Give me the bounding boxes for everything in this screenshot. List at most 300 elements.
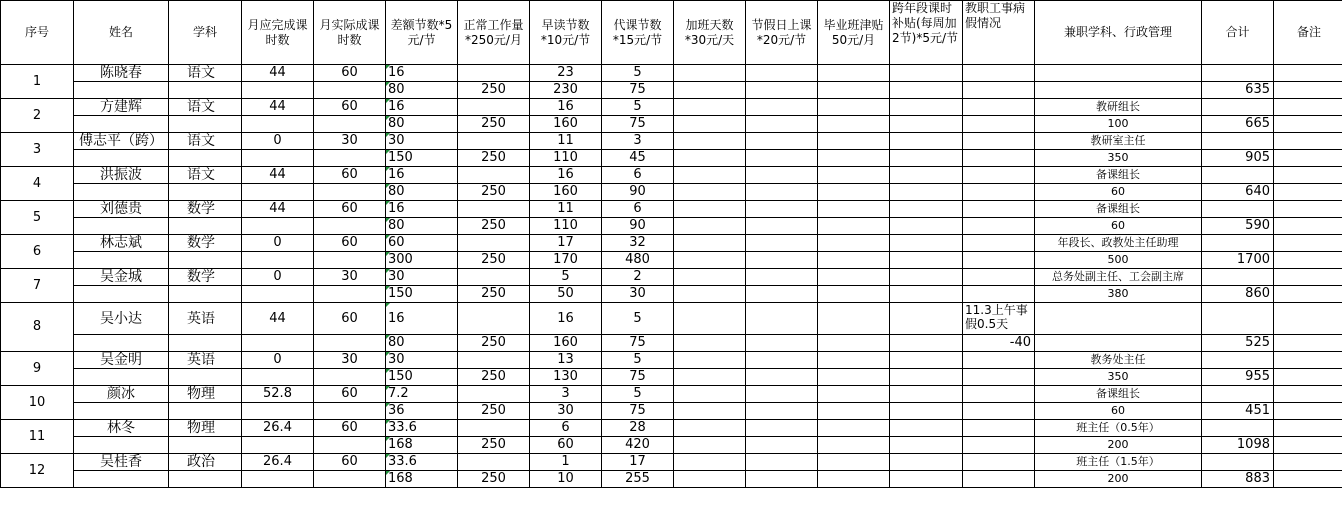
sub-pay-cell: 75 [602,116,674,133]
name-cell-empty [74,116,169,133]
duty-pay-cell: 60 [1035,218,1202,235]
diff-pay-cell: 80 [386,82,458,99]
name-cell: 刘德贵 [74,201,169,218]
normal-cell-empty [458,235,530,252]
cross-cell [890,386,963,403]
graduate-pay-cell [818,218,890,235]
overtime-pay-cell [674,471,746,488]
holiday-pay-cell [746,437,818,454]
name-cell-empty [74,437,169,454]
total-cell-empty [1202,269,1274,286]
actual-cell: 60 [314,65,386,82]
leave-cell [963,133,1035,150]
subject-cell-empty [169,335,242,352]
cross-cell [890,235,963,252]
name-cell: 吴小达 [74,303,169,335]
subject-cell-empty [169,286,242,303]
sub-count-cell: 2 [602,269,674,286]
holiday-cell [746,303,818,335]
overtime-cell [674,269,746,286]
duty-cell: 教研室主任 [1035,133,1202,150]
header-col-holiday: 节假日上课*20元/节 [746,1,818,65]
total-cell-empty [1202,235,1274,252]
planned-cell-empty [242,471,314,488]
seq-cell: 7 [1,269,74,303]
header-col-actual: 月实际成课时数 [314,1,386,65]
diff-pay-cell: 80 [386,116,458,133]
early-count-cell: 16 [530,167,602,184]
holiday-pay-cell [746,218,818,235]
early-pay-cell: 30 [530,403,602,420]
seq-cell: 4 [1,167,74,201]
diff-count-cell: 60 [386,235,458,252]
total-cell: 1700 [1202,252,1274,269]
remark-cell [1274,184,1342,201]
normal-pay-cell: 250 [458,218,530,235]
total-cell-empty [1202,303,1274,335]
graduate-cell [818,420,890,437]
subject-cell-empty [169,150,242,167]
duty-cell: 备课组长 [1035,386,1202,403]
planned-cell: 44 [242,65,314,82]
cross-pay-cell [890,218,963,235]
actual-cell: 60 [314,454,386,471]
name-cell: 傅志平（跨） [74,133,169,150]
early-count-cell: 23 [530,65,602,82]
graduate-pay-cell [818,437,890,454]
duty-cell [1035,65,1202,82]
cross-pay-cell [890,286,963,303]
normal-pay-cell: 250 [458,252,530,269]
total-cell: 640 [1202,184,1274,201]
duty-cell: 备课组长 [1035,201,1202,218]
holiday-cell [746,420,818,437]
early-count-cell: 16 [530,303,602,335]
subject-cell-empty [169,369,242,386]
header-col-planned: 月应完成课时数 [242,1,314,65]
table-row [1,420,1342,437]
overtime-pay-cell [674,184,746,201]
total-cell-empty [1202,454,1274,471]
total-cell: 451 [1202,403,1274,420]
holiday-cell [746,269,818,286]
seq-cell: 6 [1,235,74,269]
subject-cell-empty [169,437,242,454]
total-cell: 635 [1202,82,1274,99]
holiday-cell [746,386,818,403]
header-col-sub: 代课节数*15元/节 [602,1,674,65]
header-col-subject: 学科 [169,1,242,65]
subject-cell: 语文 [169,133,242,150]
cross-pay-cell [890,150,963,167]
seq-cell: 2 [1,99,74,133]
actual-cell: 60 [314,167,386,184]
sub-pay-cell: 480 [602,252,674,269]
actual-cell-empty [314,82,386,99]
remark-cell [1274,99,1342,116]
duty-cell: 备课组长 [1035,167,1202,184]
leave-cell [963,167,1035,184]
normal-cell-empty [458,99,530,116]
table-row [1,133,1342,150]
leave-pay-cell [963,471,1035,488]
remark-cell [1274,369,1342,386]
total-cell: 905 [1202,150,1274,167]
sub-pay-cell: 90 [602,218,674,235]
planned-cell-empty [242,82,314,99]
remark-cell [1274,386,1342,403]
actual-cell: 60 [314,235,386,252]
subject-cell: 物理 [169,386,242,403]
table-row [1,303,1342,335]
overtime-pay-cell [674,218,746,235]
total-cell: 883 [1202,471,1274,488]
sub-count-cell: 32 [602,235,674,252]
early-pay-cell: 170 [530,252,602,269]
diff-count-cell: 7.2 [386,386,458,403]
seq-cell: 3 [1,133,74,167]
planned-cell-empty [242,369,314,386]
diff-pay-cell: 150 [386,150,458,167]
remark-cell [1274,116,1342,133]
header-col-early: 早读节数*10元/节 [530,1,602,65]
early-count-cell: 17 [530,235,602,252]
graduate-pay-cell [818,184,890,201]
holiday-pay-cell [746,403,818,420]
sub-count-cell: 5 [602,65,674,82]
remark-cell [1274,471,1342,488]
table-row [1,454,1342,471]
diff-pay-cell: 150 [386,286,458,303]
leave-pay-cell [963,252,1035,269]
duty-cell: 年段长、政教处主任助理 [1035,235,1202,252]
graduate-cell [818,167,890,184]
holiday-cell [746,201,818,218]
cross-cell [890,99,963,116]
table-row [1,403,1342,420]
table-body [1,65,1342,488]
diff-count-cell: 16 [386,201,458,218]
holiday-cell [746,133,818,150]
sub-pay-cell: 75 [602,369,674,386]
duty-pay-cell: 60 [1035,184,1202,201]
leave-cell [963,352,1035,369]
normal-pay-cell: 250 [458,437,530,454]
header-col-total: 合计 [1202,1,1274,65]
duty-pay-cell [1035,335,1202,352]
actual-cell-empty [314,184,386,201]
normal-pay-cell: 250 [458,369,530,386]
planned-cell-empty [242,150,314,167]
early-pay-cell: 110 [530,218,602,235]
overtime-cell [674,99,746,116]
leave-pay-cell [963,150,1035,167]
graduate-pay-cell [818,471,890,488]
overtime-cell [674,235,746,252]
header-col-overtime: 加班天数*30元/天 [674,1,746,65]
diff-count-cell: 16 [386,99,458,116]
subject-cell-empty [169,116,242,133]
normal-cell-empty [458,65,530,82]
duty-cell: 班主任（0.5年） [1035,420,1202,437]
sub-pay-cell: 30 [602,286,674,303]
overtime-pay-cell [674,252,746,269]
remark-cell [1274,82,1342,99]
cross-pay-cell [890,252,963,269]
holiday-pay-cell [746,471,818,488]
sub-count-cell: 5 [602,352,674,369]
cross-cell [890,454,963,471]
seq-cell: 1 [1,65,74,99]
graduate-cell [818,454,890,471]
cross-cell [890,352,963,369]
leave-pay-cell [963,82,1035,99]
holiday-pay-cell [746,335,818,352]
holiday-cell [746,65,818,82]
holiday-cell [746,235,818,252]
overtime-pay-cell [674,403,746,420]
planned-cell: 0 [242,269,314,286]
overtime-cell [674,303,746,335]
remark-cell [1274,201,1342,218]
table-row [1,99,1342,116]
planned-cell: 26.4 [242,454,314,471]
actual-cell: 60 [314,420,386,437]
diff-count-cell: 33.6 [386,420,458,437]
cross-cell [890,65,963,82]
subject-cell: 语文 [169,167,242,184]
overtime-cell [674,201,746,218]
remark-cell [1274,252,1342,269]
sub-count-cell: 5 [602,386,674,403]
table-row [1,116,1342,133]
graduate-pay-cell [818,369,890,386]
early-pay-cell: 10 [530,471,602,488]
overtime-pay-cell [674,150,746,167]
duty-pay-cell: 100 [1035,116,1202,133]
normal-pay-cell: 250 [458,403,530,420]
total-cell-empty [1202,99,1274,116]
holiday-pay-cell [746,286,818,303]
actual-cell: 60 [314,303,386,335]
leave-cell [963,454,1035,471]
normal-pay-cell: 250 [458,150,530,167]
holiday-pay-cell [746,116,818,133]
subject-cell: 政治 [169,454,242,471]
remark-cell [1274,437,1342,454]
actual-cell: 30 [314,269,386,286]
planned-cell-empty [242,335,314,352]
subject-cell-empty [169,82,242,99]
total-cell: 1098 [1202,437,1274,454]
normal-pay-cell: 250 [458,116,530,133]
overtime-cell [674,420,746,437]
actual-cell-empty [314,252,386,269]
name-cell-empty [74,403,169,420]
graduate-cell [818,99,890,116]
seq-cell: 9 [1,352,74,386]
overtime-cell [674,65,746,82]
remark-cell [1274,65,1342,82]
cross-cell [890,167,963,184]
holiday-pay-cell [746,82,818,99]
early-count-cell: 6 [530,420,602,437]
name-cell-empty [74,286,169,303]
graduate-pay-cell [818,286,890,303]
normal-cell-empty [458,133,530,150]
seq-cell: 5 [1,201,74,235]
actual-cell-empty [314,218,386,235]
name-cell: 吴金明 [74,352,169,369]
table-row [1,201,1342,218]
normal-pay-cell: 250 [458,471,530,488]
graduate-pay-cell [818,335,890,352]
overtime-cell [674,352,746,369]
cross-pay-cell [890,82,963,99]
header-col-leave: 教职工事病假情况 [963,1,1035,65]
diff-pay-cell: 168 [386,471,458,488]
leave-pay-cell [963,369,1035,386]
planned-cell: 0 [242,235,314,252]
actual-cell: 60 [314,386,386,403]
subject-cell: 语文 [169,65,242,82]
leave-cell [963,201,1035,218]
subject-cell: 语文 [169,99,242,116]
subject-cell-empty [169,252,242,269]
leave-pay-cell [963,218,1035,235]
header-col-graduate: 毕业班津贴50元/月 [818,1,890,65]
graduate-cell [818,201,890,218]
actual-cell: 60 [314,201,386,218]
total-cell-empty [1202,201,1274,218]
name-cell-empty [74,335,169,352]
total-cell-empty [1202,386,1274,403]
leave-cell [963,235,1035,252]
total-cell-empty [1202,65,1274,82]
leave-pay-cell [963,437,1035,454]
seq-cell: 12 [1,454,74,488]
overtime-pay-cell [674,369,746,386]
overtime-cell [674,386,746,403]
sub-count-cell: 6 [602,201,674,218]
table-row [1,167,1342,184]
name-cell-empty [74,369,169,386]
early-pay-cell: 160 [530,184,602,201]
actual-cell-empty [314,403,386,420]
table-row [1,252,1342,269]
cross-pay-cell [890,116,963,133]
normal-cell-empty [458,420,530,437]
actual-cell-empty [314,369,386,386]
normal-pay-cell: 250 [458,286,530,303]
name-cell: 陈晓春 [74,65,169,82]
early-count-cell: 16 [530,99,602,116]
subject-cell-empty [169,218,242,235]
planned-cell: 0 [242,133,314,150]
remark-cell [1274,235,1342,252]
planned-cell: 44 [242,99,314,116]
leave-cell [963,99,1035,116]
duty-pay-cell [1035,82,1202,99]
diff-count-cell: 30 [386,269,458,286]
sub-pay-cell: 45 [602,150,674,167]
diff-pay-cell: 150 [386,369,458,386]
planned-cell-empty [242,116,314,133]
remark-cell [1274,403,1342,420]
holiday-cell [746,99,818,116]
duty-pay-cell: 200 [1035,471,1202,488]
sub-pay-cell: 75 [602,82,674,99]
header-col-duty: 兼职学科、行政管理 [1035,1,1202,65]
total-cell-empty [1202,133,1274,150]
remark-cell [1274,335,1342,352]
table-row [1,235,1342,252]
cross-cell [890,269,963,286]
overtime-pay-cell [674,116,746,133]
graduate-cell [818,352,890,369]
table-row [1,82,1342,99]
name-cell-empty [74,252,169,269]
actual-cell-empty [314,116,386,133]
actual-cell-empty [314,150,386,167]
table-row [1,184,1342,201]
header-col-diff: 差额节数*5元/节 [386,1,458,65]
total-cell: 665 [1202,116,1274,133]
name-cell: 林冬 [74,420,169,437]
planned-cell-empty [242,252,314,269]
early-pay-cell: 60 [530,437,602,454]
leave-cell [963,65,1035,82]
leave-cell [963,269,1035,286]
sub-pay-cell: 90 [602,184,674,201]
holiday-pay-cell [746,369,818,386]
early-pay-cell: 230 [530,82,602,99]
actual-cell: 30 [314,352,386,369]
subject-cell: 英语 [169,303,242,335]
cross-pay-cell [890,403,963,420]
total-cell: 955 [1202,369,1274,386]
planned-cell: 44 [242,303,314,335]
table-row [1,369,1342,386]
overtime-cell [674,133,746,150]
name-cell: 吴桂香 [74,454,169,471]
early-count-cell: 11 [530,133,602,150]
subject-cell-empty [169,471,242,488]
leave-pay-cell [963,184,1035,201]
holiday-pay-cell [746,252,818,269]
graduate-pay-cell [818,403,890,420]
normal-cell-empty [458,201,530,218]
early-count-cell: 13 [530,352,602,369]
table-row [1,437,1342,454]
actual-cell: 60 [314,99,386,116]
total-cell: 525 [1202,335,1274,352]
remark-cell [1274,286,1342,303]
total-cell-empty [1202,167,1274,184]
sub-count-cell: 5 [602,99,674,116]
table-row [1,269,1342,286]
seq-cell: 10 [1,386,74,420]
planned-cell: 0 [242,352,314,369]
duty-pay-cell: 350 [1035,150,1202,167]
total-cell: 590 [1202,218,1274,235]
normal-cell-empty [458,167,530,184]
total-cell: 860 [1202,286,1274,303]
graduate-cell [818,235,890,252]
graduate-cell [818,303,890,335]
holiday-cell [746,352,818,369]
diff-pay-cell: 80 [386,218,458,235]
